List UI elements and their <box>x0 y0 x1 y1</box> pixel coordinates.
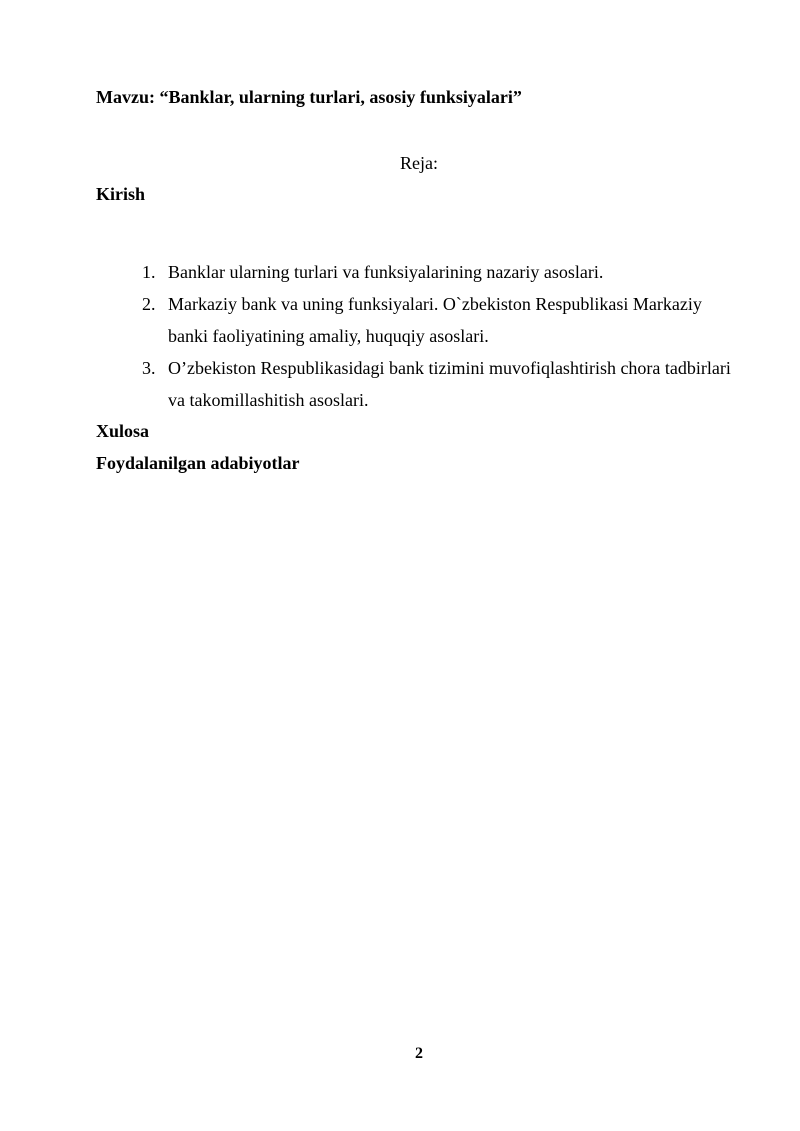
plan-item-1 <box>142 256 742 288</box>
plan-title: Reja: <box>400 153 438 173</box>
plan-list <box>142 256 742 416</box>
page-number: 2 <box>415 1045 423 1062</box>
plan-item-3 <box>142 352 742 416</box>
plan-item-number: 1. <box>142 262 156 282</box>
plan-item-text: Markaziy bank va uning funksiyalari. O`zbekiston Respublikasi Markaziy banki faoliyatining amaliy, huquqiy asoslari. <box>168 294 702 346</box>
references-heading: Foydalanilgan adabiyotlar <box>96 453 300 473</box>
intro-heading: Kirish <box>96 184 146 204</box>
plan-item-number: 3. <box>142 358 156 378</box>
plan-item-text: Banklar ularning turlari va funksiyalarining nazariy asoslari. <box>168 262 604 282</box>
plan-item-2 <box>142 288 742 352</box>
plan-item-text: O’zbekiston Respublikasidagi bank tizimini muvofiqlashtirish chora tadbirlari va takomillashitish asoslari. <box>168 358 731 410</box>
document-topic: Mavzu: “Banklar, ularning turlari, asosiy funksiyalari” <box>96 87 522 107</box>
plan-item-number: 2. <box>142 294 156 314</box>
conclusion-heading: Xulosa <box>96 421 150 441</box>
